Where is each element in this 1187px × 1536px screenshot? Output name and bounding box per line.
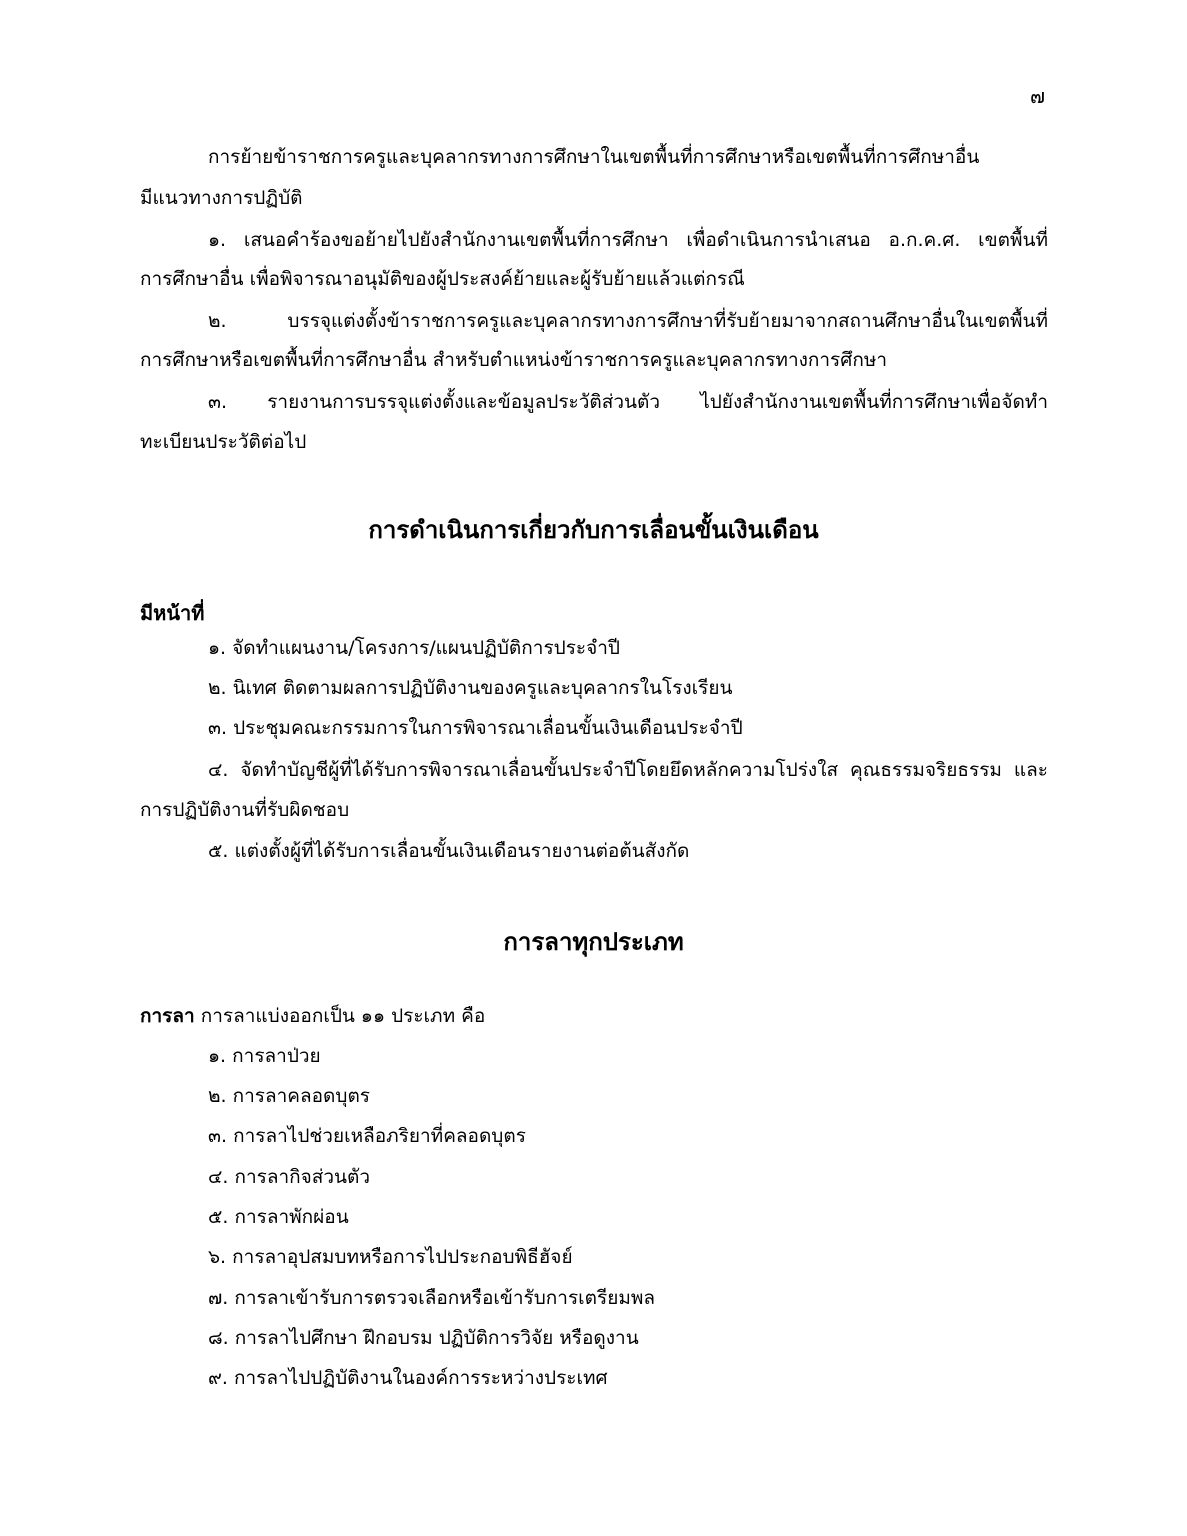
salary-item4-line1: ๔. จัดทำบัญชีผู้ที่ได้รับการพิจารณาเลื่อนขั้นประจำปีโดยยึดหลักความโปร่งใส คุณธรรมจริยธรรม และ (208, 759, 1048, 781)
transfer-intro-line1: การย้ายข้าราชการครูและบุคลากรทางการศึกษาในเขตพื้นที่การศึกษาหรือเขตพื้นที่การศึกษาอื่น (208, 146, 980, 168)
leave-item: ๘. การลาไปศึกษา ฝึกอบรม ปฏิบัติการวิจัย หรือดูงาน (208, 1327, 639, 1349)
transfer-item1-line1: ๑. เสนอคำร้องขอย้ายไปยังสำนักงานเขตพื้นที่การศึกษา เพื่อดำเนินการนำเสนอ อ.ก.ค.ศ. เขตพื้นที่ (208, 229, 1048, 251)
salary-item2: ๒. นิเทศ ติดตามผลการปฏิบัติงานของครูและบุคลากรในโรงเรียน (208, 677, 733, 699)
transfer-item2-line1: ๒. บรรจุแต่งตั้งข้าราชการครูและบุคลากรทางการศึกษาที่รับย้ายมาจากสถานศึกษาอื่นในเขตพื้นที่ (208, 310, 1048, 332)
leave-intro-label: การลา (140, 1005, 195, 1027)
salary-heading: การดำเนินการเกี่ยวกับการเลื่อนขั้นเงินเดือน (368, 516, 819, 544)
leave-item: ๕. การลาพักผ่อน (208, 1206, 349, 1228)
transfer-item2-line2: การศึกษาหรือเขตพื้นที่การศึกษาอื่น สำหรับตำแหน่งข้าราชการครูและบุคลากรทางการศึกษา (140, 349, 888, 371)
salary-item5: ๕. แต่งตั้งผู้ที่ได้รับการเลื่อนขั้นเงินเดือนรายงานต่อต้นสังกัด (208, 840, 690, 862)
salary-item3: ๓. ประชุมคณะกรรมการในการพิจารณาเลื่อนขั้นเงินเดือนประจำปี (208, 717, 743, 739)
salary-item1: ๑. จัดทำแผนงาน/โครงการ/แผนปฏิบัติการประจำปี (208, 637, 620, 659)
leave-item: ๑. การลาป่วย (208, 1045, 321, 1067)
salary-duty-label: มีหน้าที่ (140, 601, 205, 625)
leave-item: ๒. การลาคลอดบุตร (208, 1085, 371, 1107)
leave-heading: การลาทุกประเภท (503, 928, 684, 956)
leave-intro (140, 1005, 485, 1028)
leave-intro-text: การลาแบ่งออกเป็น ๑๑ ประเภท คือ (194, 1005, 486, 1027)
transfer-item1-line2: การศึกษาอื่น เพื่อพิจารณาอนุมัติของผู้ประสงค์ย้ายและผู้รับย้ายแล้วแต่กรณี (140, 268, 745, 290)
leave-item: ๙. การลาไปปฏิบัติงานในองค์การระหว่างประเทศ (208, 1367, 608, 1389)
transfer-intro-line2: มีแนวทางการปฏิบัติ (140, 187, 303, 209)
salary-item4-line2: การปฏิบัติงานที่รับผิดชอบ (140, 799, 350, 821)
leave-item: ๖. การลาอุปสมบทหรือการไปประกอบพิธีฮัจย์ (208, 1246, 573, 1268)
page-number: ๗ (1030, 84, 1046, 108)
leave-item: ๔. การลากิจส่วนตัว (208, 1166, 371, 1188)
transfer-item3-line2: ทะเบียนประวัติต่อไป (140, 431, 307, 453)
transfer-item3-line1: ๓. รายงานการบรรจุแต่งตั้งและข้อมูลประวัติส่วนตัว ไปยังสำนักงานเขตพื้นที่การศึกษาเพื่อจัดทำ (208, 391, 1048, 413)
leave-item: ๗. การลาเข้ารับการตรวจเลือกหรือเข้ารับการเตรียมพล (208, 1287, 656, 1309)
leave-item: ๓. การลาไปช่วยเหลือภริยาที่คลอดบุตร (208, 1125, 526, 1147)
